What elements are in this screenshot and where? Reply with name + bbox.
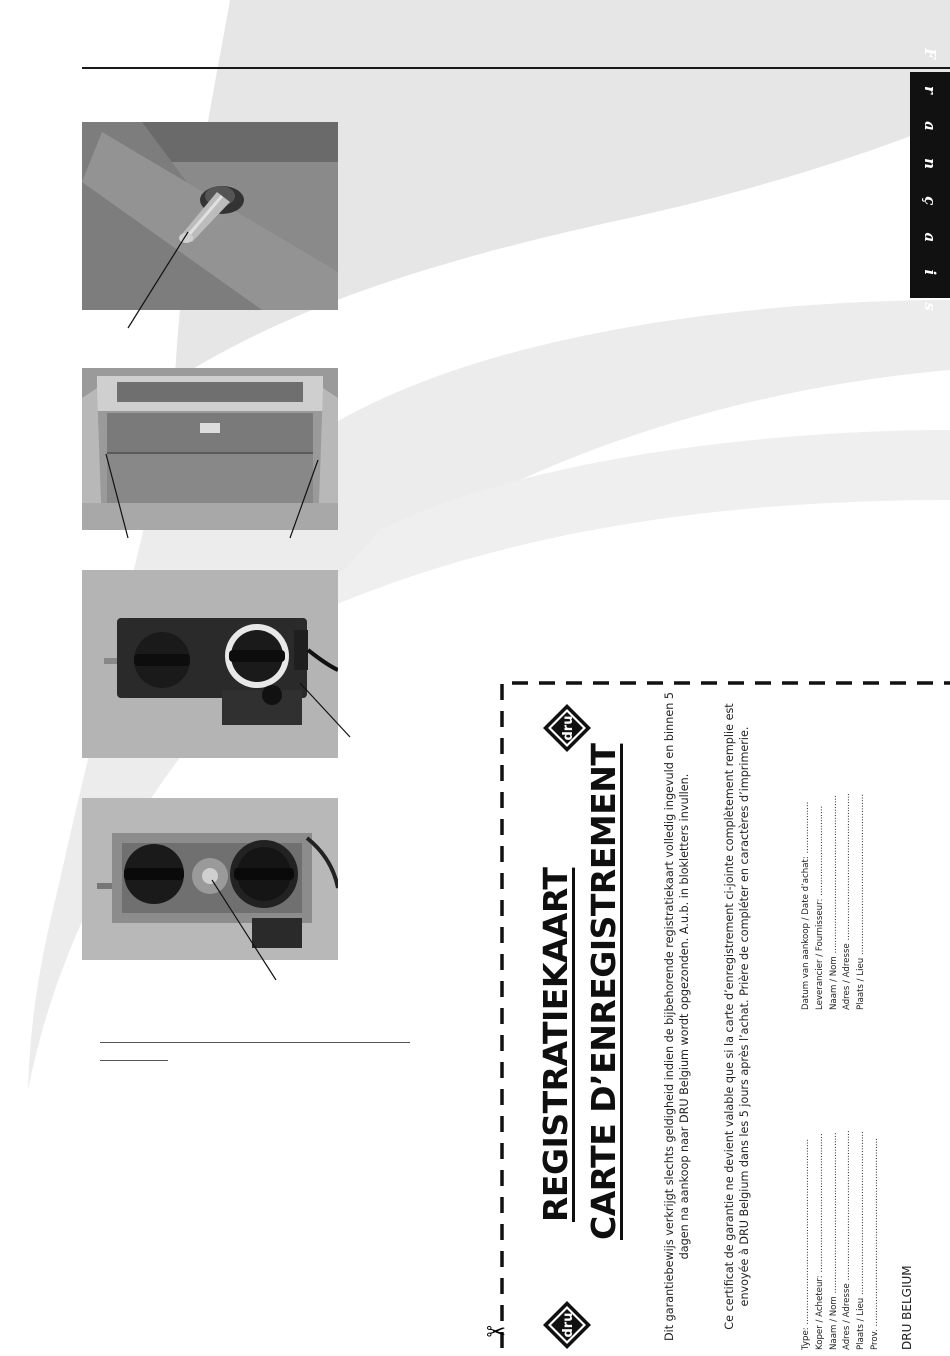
field-buyer-address[interactable]: Adres / Adresse ....................................................... <box>842 1130 853 1350</box>
field-purchase-date[interactable]: Datum van aankoop / Date d’achat: ................... <box>801 801 811 1010</box>
card-title-dutch: REGISTRATIEKAART <box>536 867 575 1222</box>
svg-text:dru: dru <box>561 1312 576 1338</box>
fields-right <box>800 690 869 1010</box>
gas-valve-knobs-photo-icon <box>82 570 338 758</box>
gas-valve-open-photo-icon <box>82 798 338 960</box>
dru-logo-left <box>542 1300 592 1350</box>
language-tab-label: F r a n ç a i s <box>921 48 939 322</box>
photo-burner-tray <box>82 368 338 530</box>
scissors-icon: ✂ <box>485 1317 507 1346</box>
footer-brand: DRU BELGIUM <box>900 1265 914 1350</box>
field-buyer-province[interactable]: Prov. ..................................................................... <box>869 1137 880 1350</box>
card-text-french: Ce certificat de garantie ne devient valable que si la carte d’enregistrement ci-jointe complètement remplie est envoyée à DRU Belgium dans les 5 jours après l’achat. Prière de compléter en caractères d’imprimerie. <box>723 703 751 1330</box>
field-supplier-address[interactable]: Adres / Adresse ...................................................... <box>842 793 853 1010</box>
field-supplier[interactable]: Leverancier / Fournisseur: ................................. <box>814 805 825 1010</box>
field-type[interactable]: Type: .................................................................... <box>801 1138 811 1350</box>
field-supplier-name[interactable]: Naam / Nom .......................................................... <box>828 795 839 1010</box>
language-tab <box>910 48 950 322</box>
burner-tray-photo-icon <box>82 368 338 530</box>
field-buyer-name[interactable]: Naam / Nom ........................................................... <box>828 1132 839 1350</box>
bolt-pin-photo-icon <box>82 122 338 310</box>
field-supplier-place[interactable]: Plaats / Lieu ........................................................... <box>856 793 867 1010</box>
photo-gas-control-knobs <box>82 570 338 758</box>
fields-left <box>800 1050 883 1350</box>
field-buyer[interactable]: Koper / Acheteur: ................................................... <box>814 1133 825 1350</box>
text-rule-short <box>100 1060 168 1061</box>
field-buyer-place[interactable]: Plaats / Lieu ............................................................ <box>856 1131 867 1350</box>
header-rule <box>82 67 950 69</box>
svg-text:dru: dru <box>561 715 576 741</box>
registration-card-content <box>485 683 939 1350</box>
dru-logo-icon <box>542 1300 592 1350</box>
card-text-dutch: Dit garantiebewijs verkrijgt slechts geldigheid indien de bijbehorende registratiekaart volledig ingevuld en binnen 5 dagen na aankoop naar DRU Belgium wordt opgezonden. A.u.b. in blokletters invullen. <box>663 692 691 1341</box>
card-title-french: CARTE D’ENREGISTREMENT <box>584 743 623 1240</box>
photo-bolt-pin <box>82 122 338 310</box>
registration-card <box>485 683 950 1350</box>
text-rule-long <box>100 1042 410 1043</box>
photo-gas-control-open <box>82 798 338 960</box>
